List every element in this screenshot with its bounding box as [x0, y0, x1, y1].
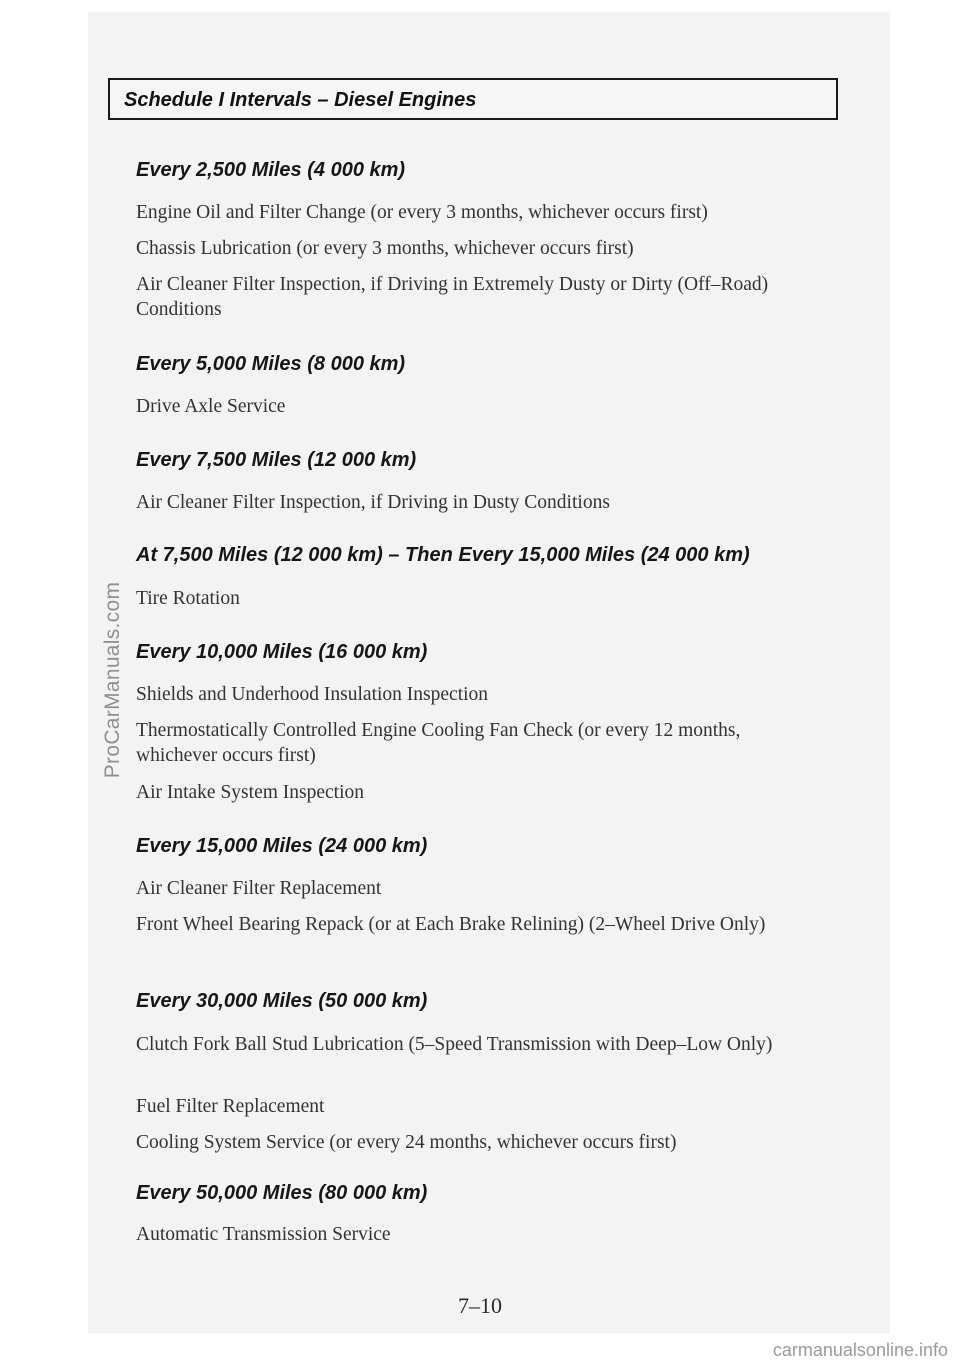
interval-heading-5000: Every 5,000 Miles (8 000 km)	[136, 353, 406, 375]
service-item: Air Cleaner Filter Replacement	[136, 878, 382, 899]
schedule-title: Schedule I Intervals – Diesel Engines	[124, 89, 477, 111]
service-item: Shields and Underhood Insulation Inspection	[136, 684, 489, 705]
service-item: Clutch Fork Ball Stud Lubrication (5–Speed Transmission with Deep–Low Only)	[136, 1034, 773, 1055]
service-item: Automatic Transmission Service	[136, 1224, 391, 1245]
service-item: Tire Rotation	[136, 588, 240, 609]
service-item: Chassis Lubrication (or every 3 months, whichever occurs first)	[136, 238, 634, 259]
service-item: Drive Axle Service	[136, 396, 286, 417]
interval-heading-7500-then-15000: At 7,500 Miles (12 000 km) – Then Every 15,000 Miles (24 000 km)	[136, 544, 750, 566]
service-item: Air Intake System Inspection	[136, 782, 364, 803]
service-item: Fuel Filter Replacement	[136, 1096, 325, 1117]
service-item: Thermostatically Controlled Engine Cooling Fan Check (or every 12 months, whichever occurs first)	[136, 720, 741, 766]
interval-heading-15000: Every 15,000 Miles (24 000 km)	[136, 835, 428, 857]
interval-heading-30000: Every 30,000 Miles (50 000 km)	[136, 990, 428, 1012]
side-watermark: ProCarManuals.com	[101, 581, 124, 779]
interval-heading-10000: Every 10,000 Miles (16 000 km)	[136, 641, 428, 663]
interval-heading-50000: Every 50,000 Miles (80 000 km)	[136, 1182, 428, 1204]
service-item: Engine Oil and Filter Change (or every 3 months, whichever occurs first)	[136, 202, 708, 223]
interval-heading-7500: Every 7,500 Miles (12 000 km)	[136, 449, 417, 471]
service-item: Front Wheel Bearing Repack (or at Each Brake Relining) (2–Wheel Drive Only)	[136, 914, 766, 935]
interval-heading-2500: Every 2,500 Miles (4 000 km)	[136, 159, 406, 181]
service-item: Air Cleaner Filter Inspection, if Driving in Extremely Dusty or Dirty (Off–Road) Conditions	[136, 274, 769, 320]
service-item: Cooling System Service (or every 24 months, whichever occurs first)	[136, 1132, 677, 1153]
page-number: 7–10	[458, 1293, 502, 1318]
bottom-watermark: carmanualsonline.info	[772, 1340, 948, 1360]
service-item: Air Cleaner Filter Inspection, if Driving in Dusty Conditions	[136, 492, 610, 513]
schedule-header-box	[108, 78, 838, 120]
